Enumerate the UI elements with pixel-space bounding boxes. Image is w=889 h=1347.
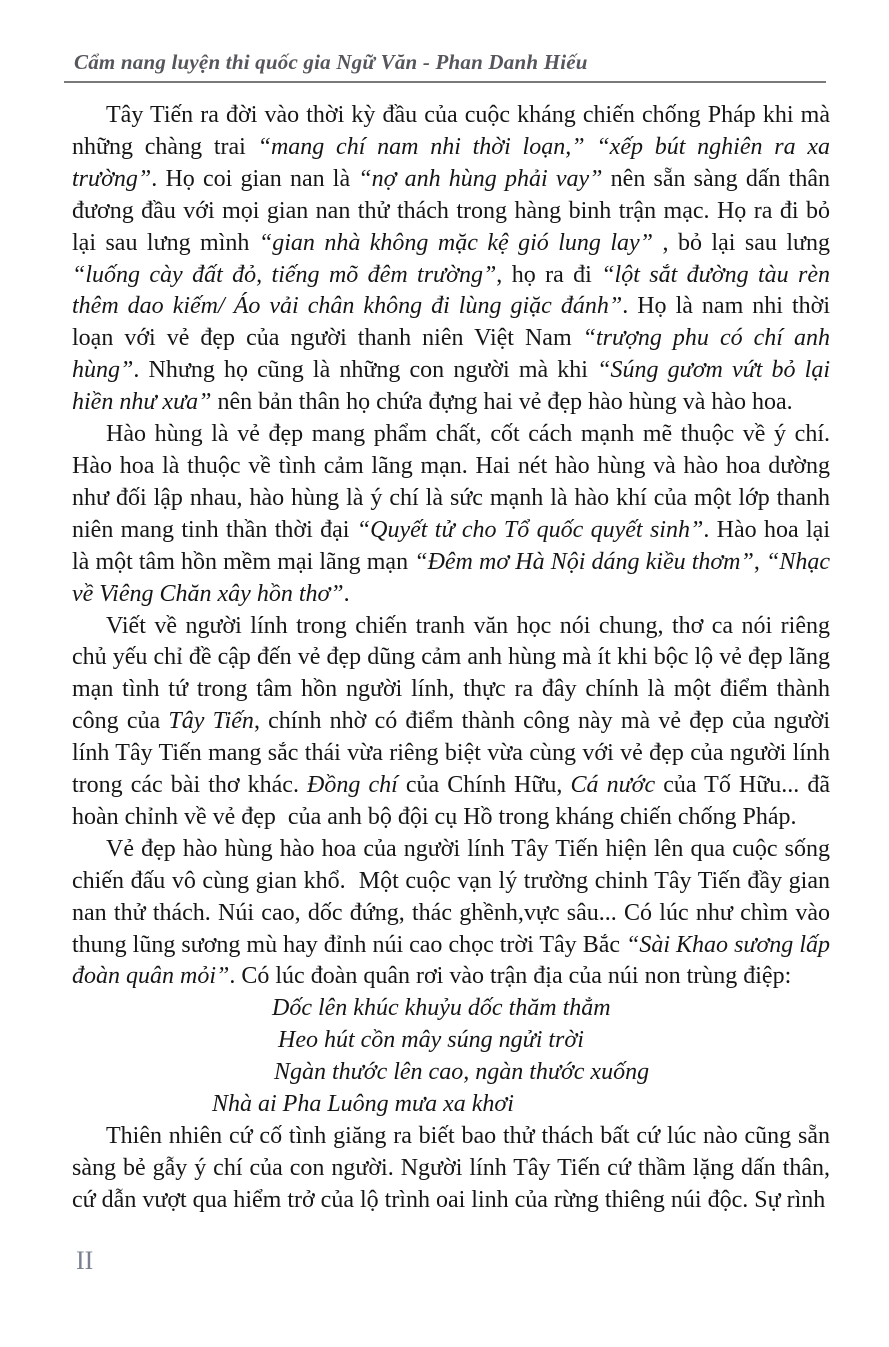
text-run: Viết về người lính trong chiến tranh văn học nói chung, thơ ca nói riêng chủ yếu chỉ đề cập đến vẻ đẹp dũng cảm anh hùng mà ít khi bộc lộ vẻ đẹp lãng mạn tình tứ trong tâm hồn người lính, thực ra đây chính là một điểm thành công của bbox=[72, 612, 830, 735]
paragraph bbox=[72, 834, 830, 994]
quoted-text: “mang chí nam nhi thời loạn,” “xếp bút nghiên ra xa trường” bbox=[72, 133, 831, 192]
verse-line: Nhà ai Pha Luông mưa xa khơi bbox=[212, 1091, 514, 1118]
verse-line: Heo hút cồn mây súng ngửi trời bbox=[278, 1027, 584, 1054]
text-run: của Tố Hữu... đã hoàn chỉnh về vẻ đẹp của anh bộ đội cụ Hồ trong kháng chiến chống Pháp. bbox=[72, 772, 830, 830]
quoted-text: Cá nước bbox=[570, 772, 656, 799]
text-run: . Họ là nam nhi thời loạn với vẻ đẹp của người thanh niên Việt Nam bbox=[72, 293, 830, 352]
paragraph bbox=[72, 611, 830, 834]
quoted-text: “gian nhà không mặc kệ gió lung lay” bbox=[258, 229, 654, 256]
text-run: Hào hùng là vẻ đẹp mang phẩm chất, cốt cách mạnh mẽ thuộc về ý chí. Hào hoa là thuộc về tình cảm lãng mạn. Hai nét hào hùng và hào hoa dường như đối lập nhau, hào hùng là ý chí là sức mạnh là hào khí của một lớp thanh niên mang tinh thần thời đại bbox=[72, 421, 830, 543]
text-run: . Có lúc đoàn quân rơi vào trận địa của núi non trùng điệp: bbox=[229, 963, 792, 990]
text-run: nên bản thân họ chứa đựng hai vẻ đẹp hào hùng và hào hoa. bbox=[211, 389, 793, 416]
paragraph bbox=[72, 100, 830, 419]
running-head-title: Cẩm nang luyện thi quốc gia Ngữ Văn - Phan Danh Hiếu bbox=[74, 50, 588, 74]
text-run: . Họ coi gian nan là bbox=[151, 165, 359, 192]
text-run: Thiên nhiên cứ cố tình giăng ra biết bao thử thách bất cứ lúc nào cũng sẵn sàng bẻ gẫy ý chí của con người. Người lính Tây Tiến cứ thầm lặng dấn thân, cứ dẫn vượt qua hiểm trở của lộ trình oai linh của rừng thiêng núi độc. Sự rình bbox=[72, 1123, 830, 1213]
text-run: . bbox=[343, 580, 350, 607]
text-run: của Chính Hữu, bbox=[397, 772, 571, 799]
text-run: , chính nhờ có điểm thành công này mà vẻ đẹp của người lính Tây Tiến mang sắc thái vừa riêng biệt vừa cùng với vẻ đẹp của người lính trong các bài thơ khác. bbox=[72, 708, 830, 799]
quoted-text: “Sài Khao sương lấp đoàn quân mỏi” bbox=[72, 931, 830, 990]
page-body bbox=[72, 100, 830, 1217]
text-run: Tây Tiến ra đời vào thời kỳ đầu của cuộc kháng chiến chống Pháp khi mà những chàng trai bbox=[72, 102, 830, 160]
quoted-text: “luống cày đất đỏ, tiếng mõ đêm trường” bbox=[72, 261, 497, 288]
text-run: , bỏ lại sau lưng bbox=[653, 229, 830, 256]
quoted-text: “Nhạc về Viêng Chăn xây hồn thơ” bbox=[72, 548, 831, 607]
text-run: , họ ra đi bbox=[496, 261, 602, 288]
quoted-text: “lột sắt đường tàu rèn thêm dao kiếm/ Áo vải chân không đi lùng giặc đánh” bbox=[72, 261, 831, 320]
quoted-text: “nợ anh hùng phải vay” bbox=[358, 165, 603, 192]
paragraph bbox=[72, 1121, 830, 1217]
page-number: II bbox=[76, 1246, 94, 1275]
text-run: . Hào hoa lại là một tâm hồn mềm mại lãng mạn bbox=[72, 516, 831, 575]
text-run: , bbox=[753, 548, 766, 575]
text-run: nên sẵn sàng dấn thân đương đầu với mọi gian nan thử thách trong hàng binh trận mạc. Họ ra đi bỏ lại sau lưng mình bbox=[72, 165, 831, 256]
quoted-text: “trượng phu có chí anh hùng” bbox=[72, 325, 830, 384]
quoted-text: Tây Tiến bbox=[168, 708, 254, 735]
quoted-text: Đồng chí bbox=[307, 772, 398, 799]
page-header bbox=[64, 50, 826, 83]
text-run: . Nhưng họ cũng là những con người mà khi bbox=[133, 357, 598, 384]
quoted-text: “Quyết tử cho Tổ quốc quyết sinh” bbox=[356, 516, 704, 543]
text-run: Vẻ đẹp hào hùng hào hoa của người lính Tây Tiến hiện lên qua cuộc sống chiến đấu vô cùng gian khổ. Một cuộc vạn lý trường chinh Tây Tiến đầy gian nan thử thách. Núi cao, dốc đứng, thác ghềnh,vực sâu... Có lúc như chìm vào thung lũng sương mù hay đỉnh núi cao chọc trời Tây Bắc bbox=[72, 835, 830, 958]
quoted-text: “Súng gươm vứt bỏ lại hiền như xưa” bbox=[72, 357, 831, 416]
verse-line: Dốc lên khúc khuỷu dốc thăm thẳm bbox=[272, 995, 611, 1022]
quoted-text: “Đêm mơ Hà Nội dáng kiều thơm” bbox=[414, 548, 754, 575]
verse-line: Ngàn thước lên cao, ngàn thước xuống bbox=[274, 1059, 650, 1086]
paragraph bbox=[72, 419, 830, 610]
